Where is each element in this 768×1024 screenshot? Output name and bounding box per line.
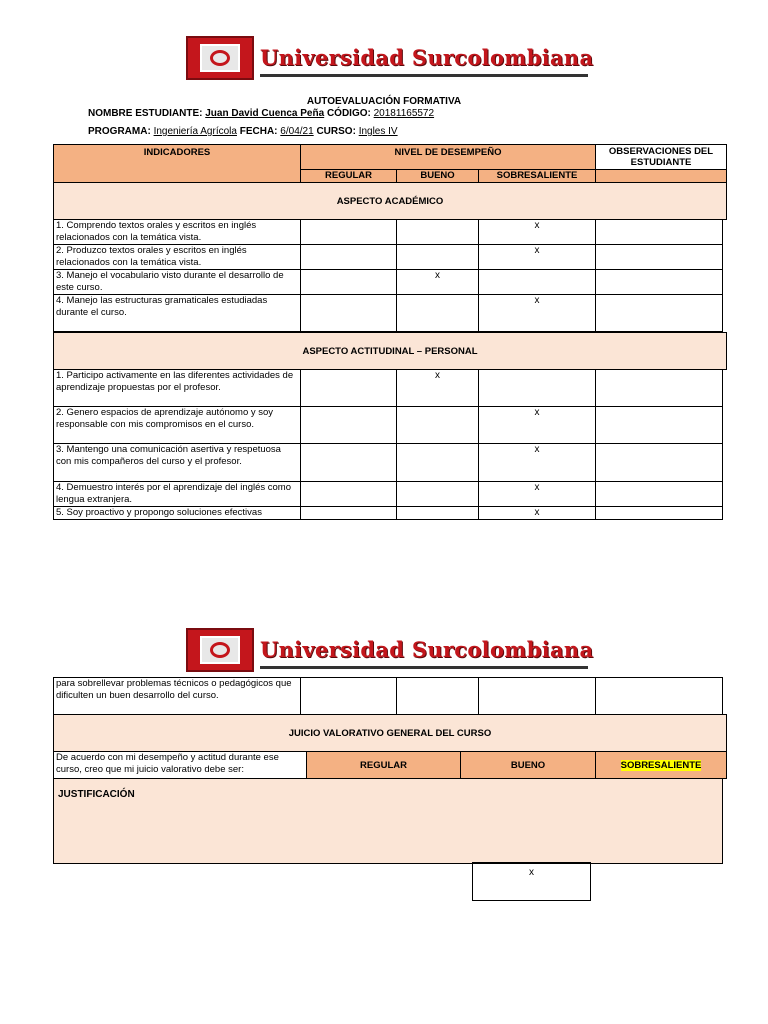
indicator-row-text: 2. Genero espacios de aprendizaje autónomo y soy responsable con mis compromisos en el curso. — [53, 406, 301, 444]
observations-header: OBSERVACIONES DEL ESTUDIANTE — [595, 144, 727, 170]
judgment-statement: De acuerdo con mi desempeño y actitud durante ese curso, creo que mi juicio valorativo debe ser: — [53, 751, 307, 779]
level-regular-header: REGULAR — [300, 169, 397, 183]
observations-subheader — [595, 169, 727, 183]
indicator-cell-sobresaliente — [478, 294, 596, 332]
indicator-cell-bueno — [396, 369, 479, 407]
justification-label: JUSTIFICACIÓN — [58, 789, 135, 800]
university-wordmark: Universidad Surcolombiana — [260, 637, 594, 662]
indicator-cell-regular — [300, 269, 397, 295]
indicator-observations-cell — [595, 506, 723, 520]
indicator-mark: x — [534, 245, 540, 256]
indicator-row-text: 2. Produzco textos orales y escritos en inglés relacionados con la temática vista. — [53, 244, 301, 270]
indicator-mark: x — [534, 220, 540, 231]
judgment-selected-option: SOBRESALIENTE — [620, 759, 702, 771]
indicator-cell-regular — [300, 294, 397, 332]
university-logo — [186, 36, 594, 84]
indicator-row-text: 3. Mantengo una comunicación asertiva y respetuosa con mis compañeros del curso y el profesor. — [53, 443, 301, 482]
university-wordmark: Universidad Surcolombiana — [260, 45, 594, 70]
course-label: CURSO: — [316, 126, 356, 137]
student-code: 20181165572 — [373, 108, 435, 119]
student-name-label: NOMBRE ESTUDIANTE: — [88, 108, 203, 119]
indicator-observations-cell — [595, 481, 723, 507]
indicator-observations-cell — [595, 443, 723, 482]
indicator-observations-cell — [595, 406, 723, 444]
indicator-cell-sobresaliente — [478, 443, 596, 482]
indicator-cell-sobresaliente — [478, 369, 596, 407]
program-label: PROGRAMA: — [88, 126, 151, 137]
indicator-cell-bueno — [396, 269, 479, 295]
judgment-option-sobresaliente — [595, 751, 727, 779]
indicator-cell-bueno — [396, 481, 479, 507]
student-info-line — [88, 108, 434, 119]
university-seal-icon — [186, 36, 254, 80]
indicator-cell-sobresaliente — [478, 406, 596, 444]
indicator-cell-sobresaliente — [478, 269, 596, 295]
continued-row-text: para sobrellevar problemas técnicos o pedagógicos que dificulten un buen desarrollo del curso. — [53, 677, 301, 715]
indicator-cell-bueno — [396, 406, 479, 444]
indicator-row-text: 4. Manejo las estructuras gramaticales estudiadas durante el curso. — [53, 294, 301, 332]
indicator-cell-bueno — [396, 244, 479, 270]
date-value: 6/04/21 — [280, 126, 314, 137]
level-bueno-header: BUENO — [396, 169, 479, 183]
indicator-row-text: 1. Participo activamente en las diferentes actividades de aprendizaje propuestas por el profesor. — [53, 369, 301, 407]
indicator-row-text: 1. Comprendo textos orales y escritos en inglés relacionados con la temática vista. — [53, 219, 301, 245]
continued-row-observations — [595, 677, 723, 715]
indicator-mark: x — [534, 295, 540, 306]
indicator-cell-sobresaliente — [478, 481, 596, 507]
indicator-row-text: 3. Manejo el vocabulario visto durante el desarrollo de este curso. — [53, 269, 301, 295]
judgment-option-bueno: BUENO — [460, 751, 596, 779]
indicator-cell-regular — [300, 506, 397, 520]
program-info-line — [88, 126, 398, 137]
indicator-mark: x — [534, 482, 540, 493]
indicator-observations-cell — [595, 294, 723, 332]
indicator-cell-regular — [300, 369, 397, 407]
indicator-cell-regular — [300, 219, 397, 245]
indicator-mark: x — [534, 507, 540, 518]
indicators-header: INDICADORES — [53, 144, 301, 183]
continued-row-regular — [300, 677, 397, 715]
justification-box — [53, 778, 723, 864]
indicator-cell-sobresaliente — [478, 506, 596, 520]
document-title: AUTOEVALUACIÓN FORMATIVA — [306, 96, 462, 107]
indicator-row-text: 5. Soy proactivo y propongo soluciones efectivas — [53, 506, 301, 520]
university-seal-icon — [186, 628, 254, 672]
indicator-observations-cell — [595, 269, 723, 295]
indicator-mark: x — [435, 370, 440, 381]
indicator-cell-bueno — [396, 294, 479, 332]
stray-mark-box — [472, 862, 591, 901]
indicator-observations-cell — [595, 244, 723, 270]
indicator-mark: x — [534, 407, 540, 418]
indicator-cell-regular — [300, 244, 397, 270]
indicator-cell-bueno — [396, 219, 479, 245]
indicator-cell-bueno — [396, 506, 479, 520]
section-attitude: ASPECTO ACTITUDINAL – PERSONAL — [53, 332, 727, 370]
continued-row-sobresaliente — [478, 677, 596, 715]
level-sobresaliente-header: SOBRESALIENTE — [478, 169, 596, 183]
level-header: NIVEL DE DESEMPEÑO — [300, 144, 596, 170]
stray-mark: x — [529, 867, 534, 878]
indicator-cell-bueno — [396, 443, 479, 482]
indicator-cell-sobresaliente — [478, 219, 596, 245]
judgment-section-title: JUICIO VALORATIVO GENERAL DEL CURSO — [53, 714, 727, 752]
continued-row-bueno — [396, 677, 479, 715]
indicator-mark: x — [435, 270, 440, 281]
indicator-cell-regular — [300, 481, 397, 507]
indicator-row-text: 4. Demuestro interés por el aprendizaje del inglés como lengua extranjera. — [53, 481, 301, 507]
student-name: Juan David Cuenca Peña — [205, 108, 325, 119]
student-code-label: CÓDIGO: — [326, 108, 371, 119]
indicator-cell-regular — [300, 406, 397, 444]
section-academic: ASPECTO ACADÉMICO — [53, 182, 727, 220]
indicator-cell-regular — [300, 443, 397, 482]
date-label: FECHA: — [239, 126, 278, 137]
indicator-observations-cell — [595, 219, 723, 245]
indicator-mark: x — [534, 444, 540, 455]
judgment-option-regular: REGULAR — [306, 751, 461, 779]
course-value: Ingles IV — [358, 126, 398, 137]
university-logo-page-2 — [186, 628, 594, 676]
indicator-observations-cell — [595, 369, 723, 407]
program-value: Ingeniería Agrícola — [153, 126, 237, 137]
indicator-cell-sobresaliente — [478, 244, 596, 270]
